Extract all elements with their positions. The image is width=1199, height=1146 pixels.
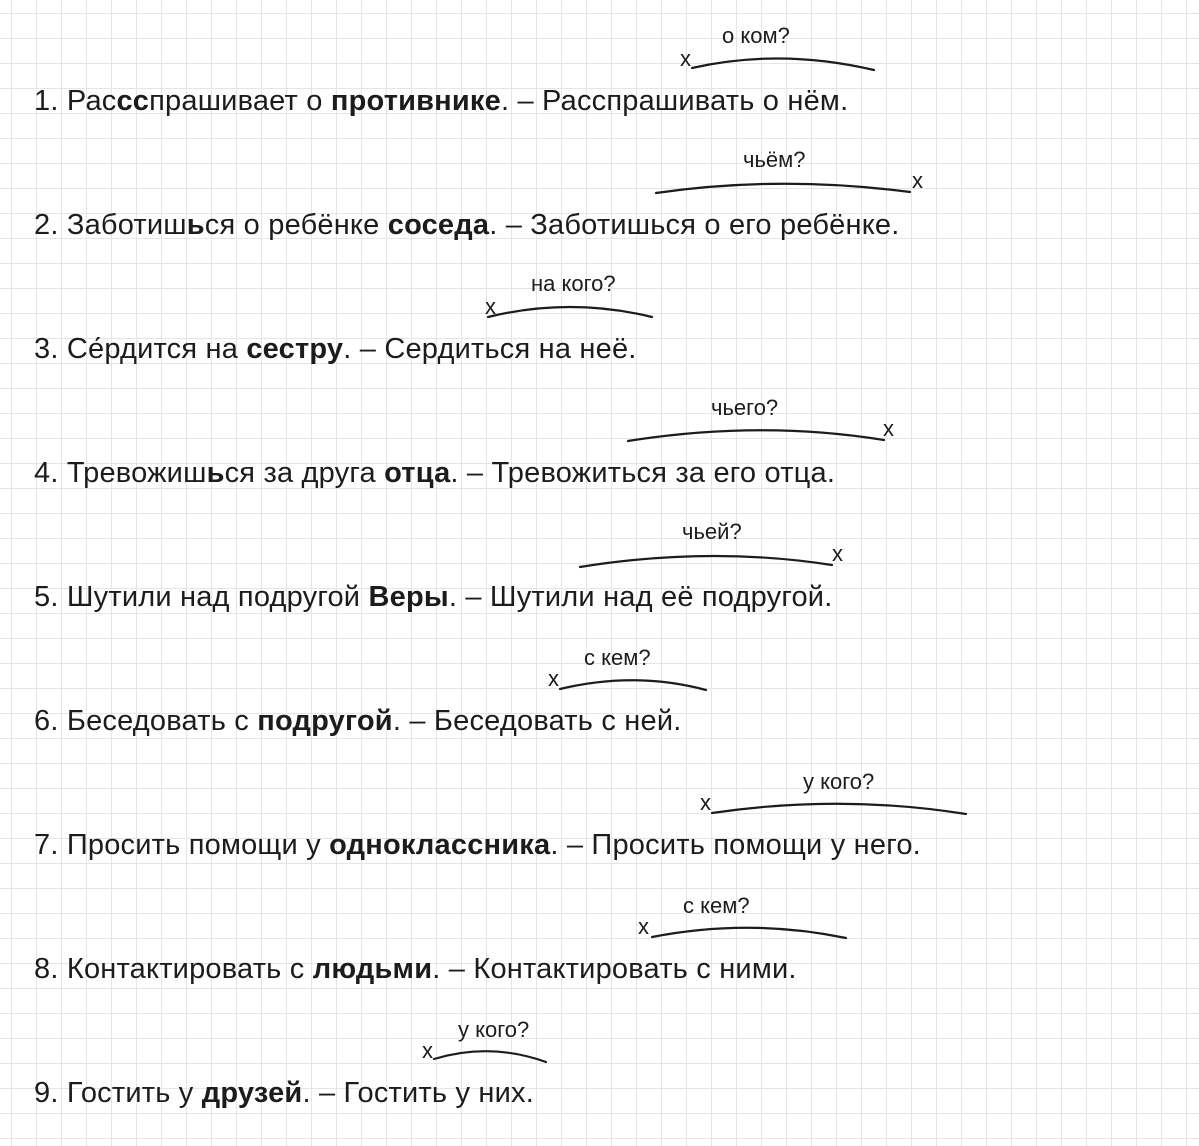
sentence-start: Тревожиш (66, 457, 207, 489)
sentence-replacement: . – Беседовать с ней. (392, 705, 682, 737)
question-label-3: на кого? (531, 271, 616, 296)
sentence-number: 9. (34, 1077, 59, 1109)
sentence-start: Беседовать с (66, 705, 258, 737)
key-word: Веры (368, 581, 449, 613)
x-mark-8: х (638, 914, 649, 939)
sentence-number: 4. (34, 457, 59, 489)
x-mark-4: х (883, 416, 894, 441)
arc-2 (656, 184, 910, 193)
sentence-4 (34, 456, 835, 490)
key-word: отца (384, 457, 451, 489)
x-mark-5: х (832, 541, 843, 566)
question-label-2: чьём? (743, 147, 806, 172)
sentence-middle: ся за друга (224, 457, 385, 489)
highlight-letters: ь (206, 457, 225, 489)
sentence-start: Шутили над подругой (66, 581, 369, 613)
sentence-replacement: . – Контактировать с ними. (432, 953, 797, 985)
sentence-8 (34, 952, 797, 986)
x-mark-6: х (548, 666, 559, 691)
sentence-number: 3. (34, 333, 59, 365)
sentence-start: Заботиш (66, 209, 187, 241)
question-label-7: у кого? (803, 769, 875, 794)
sentence-middle: ся о ребёнке (204, 209, 388, 241)
sentence-start: Гостить у (66, 1077, 202, 1109)
sentence-9 (34, 1076, 534, 1110)
key-word: людьми (312, 953, 433, 985)
key-word: соседа (387, 209, 490, 241)
question-label-9: у кого? (458, 1017, 530, 1042)
sentence-replacement: . – Шутили над её подругой. (448, 581, 833, 613)
highlight-letters: сс (116, 85, 150, 117)
sentence-start: Рас (66, 85, 117, 117)
x-mark-9: х (422, 1038, 433, 1063)
sentence-start: Контактировать с (66, 953, 313, 985)
sentence-number: 8. (34, 953, 59, 985)
arc-7 (712, 804, 966, 814)
arc-3 (488, 307, 652, 317)
arc-4 (628, 430, 884, 441)
key-word: противнике (330, 85, 501, 117)
sentence-number: 2. (34, 209, 59, 241)
sentence-1 (34, 84, 848, 118)
key-word: подругой (257, 705, 393, 737)
sentence-number: 1. (34, 85, 59, 117)
sentence-start: Просить помощи у (66, 829, 330, 861)
sentence-replacement: . – Сердиться на неё. (343, 333, 637, 365)
key-word: сестру (246, 333, 344, 365)
sentence-middle: прашивает о (149, 85, 331, 117)
sentence-7 (34, 828, 921, 862)
question-label-6: с кем? (584, 645, 651, 670)
highlight-letters: ь (186, 209, 205, 241)
arc-8 (652, 928, 846, 938)
x-mark-2: х (912, 168, 923, 193)
sentence-5 (34, 580, 832, 614)
sentence-2 (34, 208, 900, 242)
sentence-number: 5. (34, 581, 59, 613)
key-word: одноклассника (329, 829, 551, 861)
question-label-4: чьего? (711, 395, 779, 420)
sentence-6 (34, 704, 682, 738)
sentence-replacement: . – Заботишься о его ребёнке. (489, 209, 900, 241)
sentence-3 (34, 332, 637, 366)
x-mark-7: х (700, 790, 711, 815)
arc-5 (580, 556, 832, 567)
sentence-replacement: . – Расспрашивать о нём. (500, 85, 849, 117)
sentence-start: Се́рдится на (66, 333, 247, 365)
sentence-number: 7. (34, 829, 59, 861)
x-mark-3: х (485, 294, 496, 319)
key-word: друзей (201, 1077, 303, 1109)
question-label-5: чьей? (682, 519, 742, 544)
question-label-8: с кем? (683, 893, 750, 918)
x-mark-1: х (680, 46, 691, 71)
sentence-replacement: . – Тревожиться за его отца. (450, 457, 836, 489)
arc-6 (560, 680, 706, 690)
question-label-1: о ком? (722, 23, 790, 48)
arc-9 (434, 1051, 546, 1062)
arc-1 (692, 58, 874, 70)
sentence-replacement: . – Просить помощи у него. (550, 829, 921, 861)
sentence-number: 6. (34, 705, 59, 737)
sentence-replacement: . – Гостить у них. (302, 1077, 534, 1109)
